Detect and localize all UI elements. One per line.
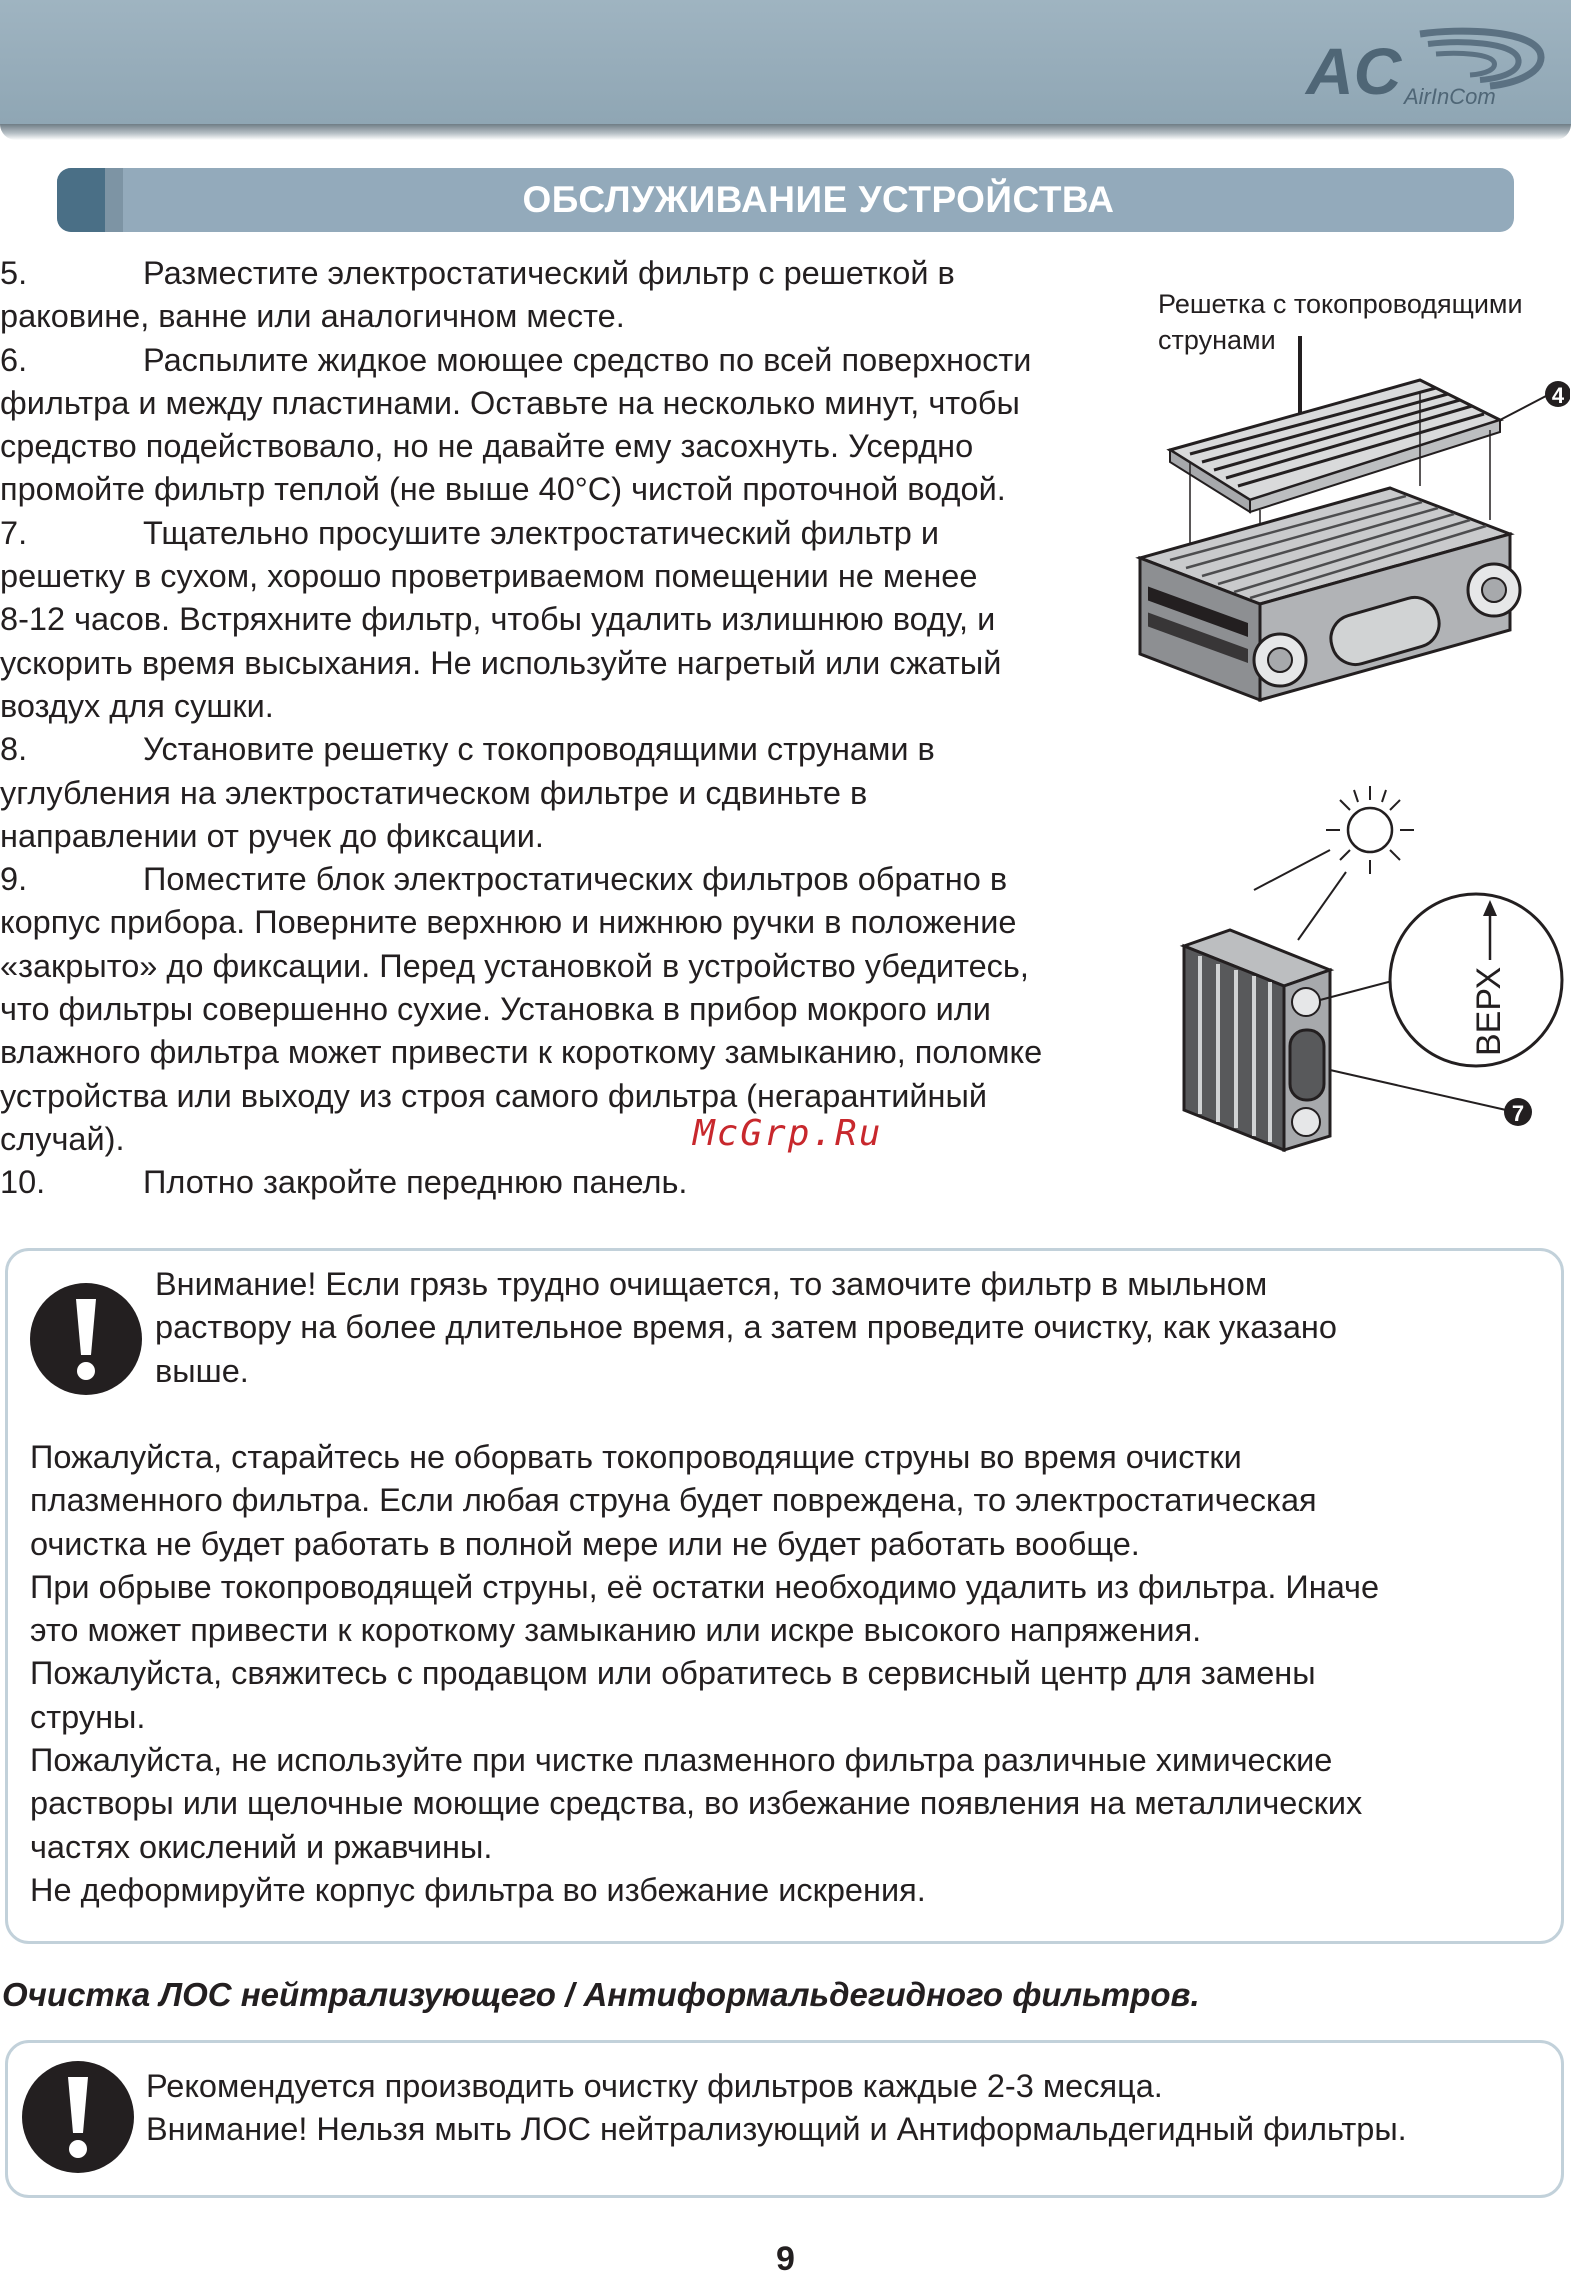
step-number: 7.	[0, 514, 28, 551]
step-text: Тщательно просушите электростатический фильтр и	[143, 514, 939, 551]
step-text: «закрыто» до фиксации. Перед установкой в устройство убедитесь,	[0, 947, 1029, 984]
step-text: Распылите жидкое моющее средство по всей поверхности	[143, 341, 1032, 378]
section-bar-accent	[57, 168, 105, 232]
notice-line: очистка не будет работать в полной мере или не будет работать вообще.	[30, 1525, 1140, 1562]
step-text: что фильтры совершенно сухие. Установка в прибор мокрого или	[0, 991, 991, 1028]
notice-line: струны.	[30, 1698, 146, 1735]
notice-line: это может привести к короткому замыканию или искре высокого напряжения.	[30, 1612, 1202, 1649]
step-line	[0, 858, 1160, 901]
exclamation-warning-icon	[28, 1281, 144, 1397]
notice-line: растворы или щелочные моющие средства, во избежание появления на металлических	[30, 1785, 1363, 1822]
step-line	[0, 512, 1160, 555]
step-text: устройства или выходу из строя самого фильтра (негарантийный	[0, 1077, 987, 1114]
notice-line: Пожалуйста, свяжитесь с продавцом или обратитесь в сервисный центр для замены	[30, 1655, 1316, 1692]
voc-notice-text	[146, 2065, 1407, 2152]
airincom-logo	[1300, 22, 1550, 112]
step-text: ускорить время высыхания. Не используйте нагретый или сжатый	[0, 644, 1002, 681]
step-text: фильтра и между пластинами. Оставьте на несколько минут, чтобы	[0, 384, 1020, 421]
step-text: воздух для сушки.	[0, 687, 274, 724]
warning-line: выше.	[155, 1352, 249, 1389]
step-9	[0, 858, 1160, 1161]
notice-paragraph	[30, 1436, 1379, 1912]
step-number: 5.	[0, 255, 28, 291]
step-text: случай).	[0, 1120, 125, 1157]
voc-notice-line: Внимание! Нельзя мыть ЛОС нейтрализующий и Антиформальдегидный фильтры.	[146, 2111, 1407, 2148]
warning-line: Внимание! Если грязь трудно очищается, то замочите фильтр в мыльном	[155, 1266, 1268, 1302]
section-bar-accent-2	[105, 168, 123, 232]
caption-line: Решетка с токопроводящими	[1158, 289, 1523, 319]
step-text: углубления на электростатическом фильтре и сдвиньте в	[0, 774, 868, 811]
step-text: Установите решетку с токопроводящими струнами в	[143, 731, 935, 768]
callout-4: 4	[1551, 383, 1565, 408]
step-line	[0, 1161, 1160, 1204]
voc-filter-subheading: Очистка ЛОС нейтрализующего / Антиформальдегидного фильтров.	[2, 1976, 1200, 2013]
step-line	[0, 728, 1160, 771]
notice-line: При обрыве токопроводящей струны, её остатки необходимо удалить из фильтра. Иначе	[30, 1568, 1380, 1605]
warning-text	[155, 1263, 1337, 1393]
notice-line: Пожалуйста, старайтесь не оборвать токопроводящие струны во время очистки	[30, 1439, 1242, 1475]
notice-line: частях окислений и ржавчины.	[30, 1828, 493, 1865]
watermark: McGrp.Ru	[693, 1113, 883, 1154]
step-10	[0, 1161, 1160, 1204]
step-line	[0, 252, 1160, 295]
steps-list	[0, 252, 1160, 1205]
step-text: раковине, ванне или аналогичном месте.	[0, 298, 625, 335]
step-text: промойте фильтр теплой (не выше 40°C) чистой проточной водой.	[0, 471, 1006, 508]
step-text: Поместите блок электростатических фильтров обратно в	[143, 861, 1008, 898]
step-number: 8.	[0, 731, 28, 768]
header-shadow	[0, 124, 1571, 140]
exclamation-warning-icon	[20, 2059, 136, 2175]
step-text: средство подействовало, но не давайте ему засохнуть. Усердно	[0, 428, 974, 465]
callout-7: 7	[1511, 1101, 1525, 1126]
step-text: 8-12 часов. Встряхните фильтр, чтобы удалить излишнюю воду, и	[0, 601, 996, 638]
step-text: решетку в сухом, хорошо проветриваемом помещении не менее	[0, 558, 978, 595]
step-text: корпус прибора. Поверните верхнюю и нижнюю ручки в положение	[0, 904, 1017, 941]
step-number: 9.	[0, 861, 28, 898]
step-line	[0, 339, 1160, 382]
step-6	[0, 339, 1160, 512]
step-text: Плотно закройте переднюю панель.	[143, 1164, 688, 1201]
step-number: 6.	[0, 341, 28, 378]
step-text: Разместите электростатический фильтр с решеткой в	[143, 255, 955, 291]
step-8	[0, 728, 1160, 858]
sun-icon	[1254, 786, 1414, 940]
voc-filter-notice-box	[5, 2040, 1564, 2198]
step-text: направлении от ручек до фиксации.	[0, 817, 544, 854]
step-text: влажного фильтра может привести к короткому замыканию, поломке	[0, 1034, 1043, 1071]
section-title: ОБСЛУЖИВАНИЕ УСТРОЙСТВА	[522, 179, 1115, 220]
warning-line: раствору на более длительное время, а затем проведите очистку, как указано	[155, 1309, 1337, 1346]
notice-line: Не деформируйте корпус фильтра во избежание искрения.	[30, 1871, 926, 1908]
notice-line: плазменного фильтра. Если любая струна будет повреждена, то электростатическая	[30, 1482, 1317, 1519]
logo-mark: AC	[1306, 34, 1402, 108]
notice-line: Пожалуйста, не используйте при чистке плазменного фильтра различные химические	[30, 1742, 1333, 1779]
logo-brand: AirInCom	[1404, 84, 1496, 109]
filter-drying-illustration	[1170, 780, 1570, 1190]
up-label: ВЕРХ	[1470, 966, 1508, 1056]
step-number: 10.	[0, 1164, 46, 1201]
caption-line: струнами	[1158, 325, 1276, 355]
step-5	[0, 252, 1160, 339]
voc-notice-line: Рекомендуется производить очистку фильтров каждые 2-3 месяца.	[146, 2068, 1163, 2104]
page-number: 9	[776, 2240, 795, 2278]
cleaning-notice-box	[5, 1248, 1564, 1944]
step-7	[0, 512, 1160, 728]
section-title-bar	[57, 168, 1514, 232]
filter-grid-illustration	[1130, 330, 1570, 720]
